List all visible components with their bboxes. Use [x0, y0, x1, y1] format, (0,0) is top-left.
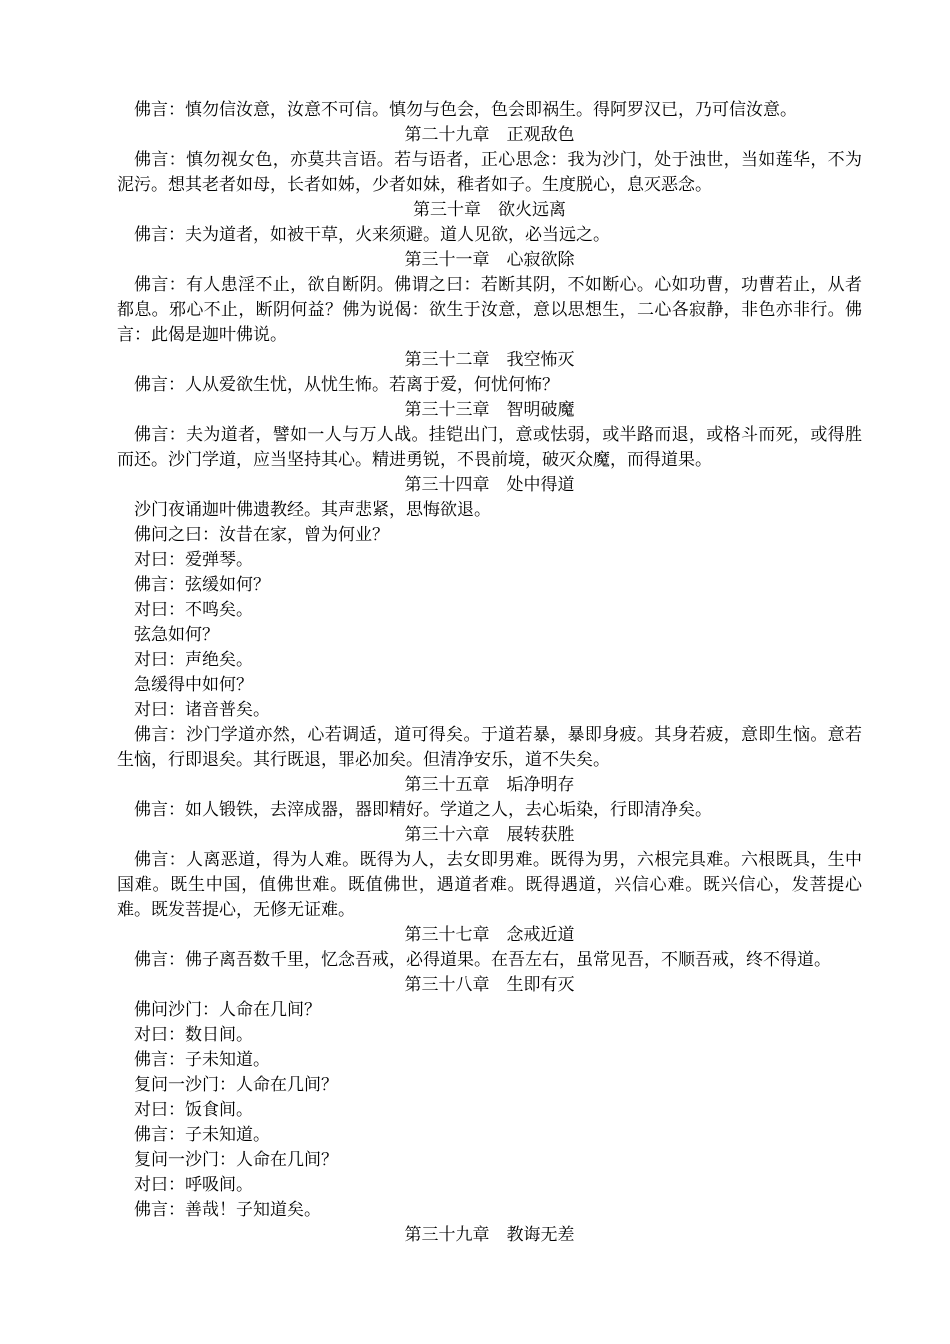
dialogue-line: 佛言：善哉！子知道矣。: [134, 1200, 321, 1220]
paragraph: 佛言：有人患淫不止，欲自断阴。佛谓之曰：若断其阴，不如断心。心如功曹，功曹若止，从者都息。邪心不止，断阴何益？佛为说偈：欲生于汝意，意以思想生，二心各寂静，非色亦非行。佛言：此偈是迦叶佛说。: [117, 275, 862, 345]
paragraph: 佛言：夫为道者，如被干草，火来须避。道人见欲，必当远之。: [134, 225, 610, 245]
dialogue-line: 对曰：诸音普矣。: [134, 700, 270, 720]
chapter-title: 第三十四章 处中得道: [404, 475, 575, 495]
chapter-title: 第三十八章 生即有灭: [404, 975, 575, 995]
dialogue-line: 对曰：呼吸间。: [134, 1175, 253, 1195]
dialogue-line: 急缓得中如何？: [134, 675, 253, 695]
dialogue-line: 复问一沙门：人命在几间？: [134, 1150, 338, 1170]
dialogue-line: 佛问沙门：人命在几间？: [134, 1000, 321, 1020]
chapter-title: 第三十三章 智明破魔: [404, 400, 575, 420]
chapter-title: 第三十一章 心寂欲除: [404, 250, 575, 270]
dialogue-line: 对曰：不鸣矣。: [134, 600, 253, 620]
paragraph: 沙门夜诵迦叶佛遗教经。其声悲紧，思悔欲退。: [134, 500, 491, 520]
dialogue-line: 佛言：子未知道。: [134, 1125, 270, 1145]
dialogue-line: 对曰：数日间。: [134, 1025, 253, 1045]
chapter-title: 第二十九章 正观敌色: [404, 125, 575, 145]
chapter-title: 第三十九章 教诲无差: [404, 1225, 575, 1245]
paragraph: 佛言：慎勿信汝意，汝意不可信。慎勿与色会，色会即祸生。得阿罗汉已，乃可信汝意。: [134, 100, 797, 120]
paragraph: 佛言：佛子离吾数千里，忆念吾戒，必得道果。在吾左右，虽常见吾，不顺吾戒，终不得道。: [134, 950, 831, 970]
dialogue-line: 对曰：爱弹琴。: [134, 550, 253, 570]
paragraph: 佛言：人离恶道，得为人难。既得为人，去女即男难。既得为男，六根完具难。六根既具，生中国难。既生中国，值佛世难。既值佛世，遇道者难。既得遇道，兴信心难。既兴信心，发菩提心难。既发菩提心，无修无证难。: [117, 850, 862, 920]
chapter-title: 第三十章 欲火远离: [413, 200, 566, 220]
dialogue-line: 对曰：饭食间。: [134, 1100, 253, 1120]
paragraph: 佛言：沙门学道亦然，心若调适，道可得矣。于道若暴，暴即身疲。其身若疲，意即生恼。意若生恼，行即退矣。其行既退，罪必加矣。但清净安乐，道不失矣。: [117, 725, 862, 770]
dialogue-line: 弦急如何？: [134, 625, 219, 645]
dialogue-line: 佛言：弦缓如何？: [134, 575, 270, 595]
paragraph: 佛言：如人锻铁，去滓成器，器即精好。学道之人，去心垢染，行即清净矣。: [134, 800, 712, 820]
paragraph: 佛言：慎勿视女色，亦莫共言语。若与语者，正心思念：我为沙门，处于浊世，当如莲华，不为泥污。想其老者如母，长者如姊，少者如妹，稚者如子。生度脱心，息灭恶念。: [117, 150, 862, 195]
chapter-title: 第三十五章 垢净明存: [404, 775, 575, 795]
dialogue-line: 对曰：声绝矣。: [134, 650, 253, 670]
paragraph: 佛言：人从爱欲生忧，从忧生怖。若离于爱，何忧何怖？: [134, 375, 559, 395]
dialogue-line: 复问一沙门：人命在几间？: [134, 1075, 338, 1095]
chapter-title: 第三十二章 我空怖灭: [404, 350, 575, 370]
dialogue-line: 佛问之曰：汝昔在家，曾为何业？: [134, 525, 389, 545]
chapter-title: 第三十七章 念戒近道: [404, 925, 575, 945]
chapter-title: 第三十六章 展转获胜: [404, 825, 575, 845]
dialogue-line: 佛言：子未知道。: [134, 1050, 270, 1070]
paragraph: 佛言：夫为道者，譬如一人与万人战。挂铠出门，意或怯弱，或半路而退，或格斗而死，或得胜而还。沙门学道，应当坚持其心。精进勇锐，不畏前境，破灭众魔，而得道果。: [117, 425, 862, 470]
